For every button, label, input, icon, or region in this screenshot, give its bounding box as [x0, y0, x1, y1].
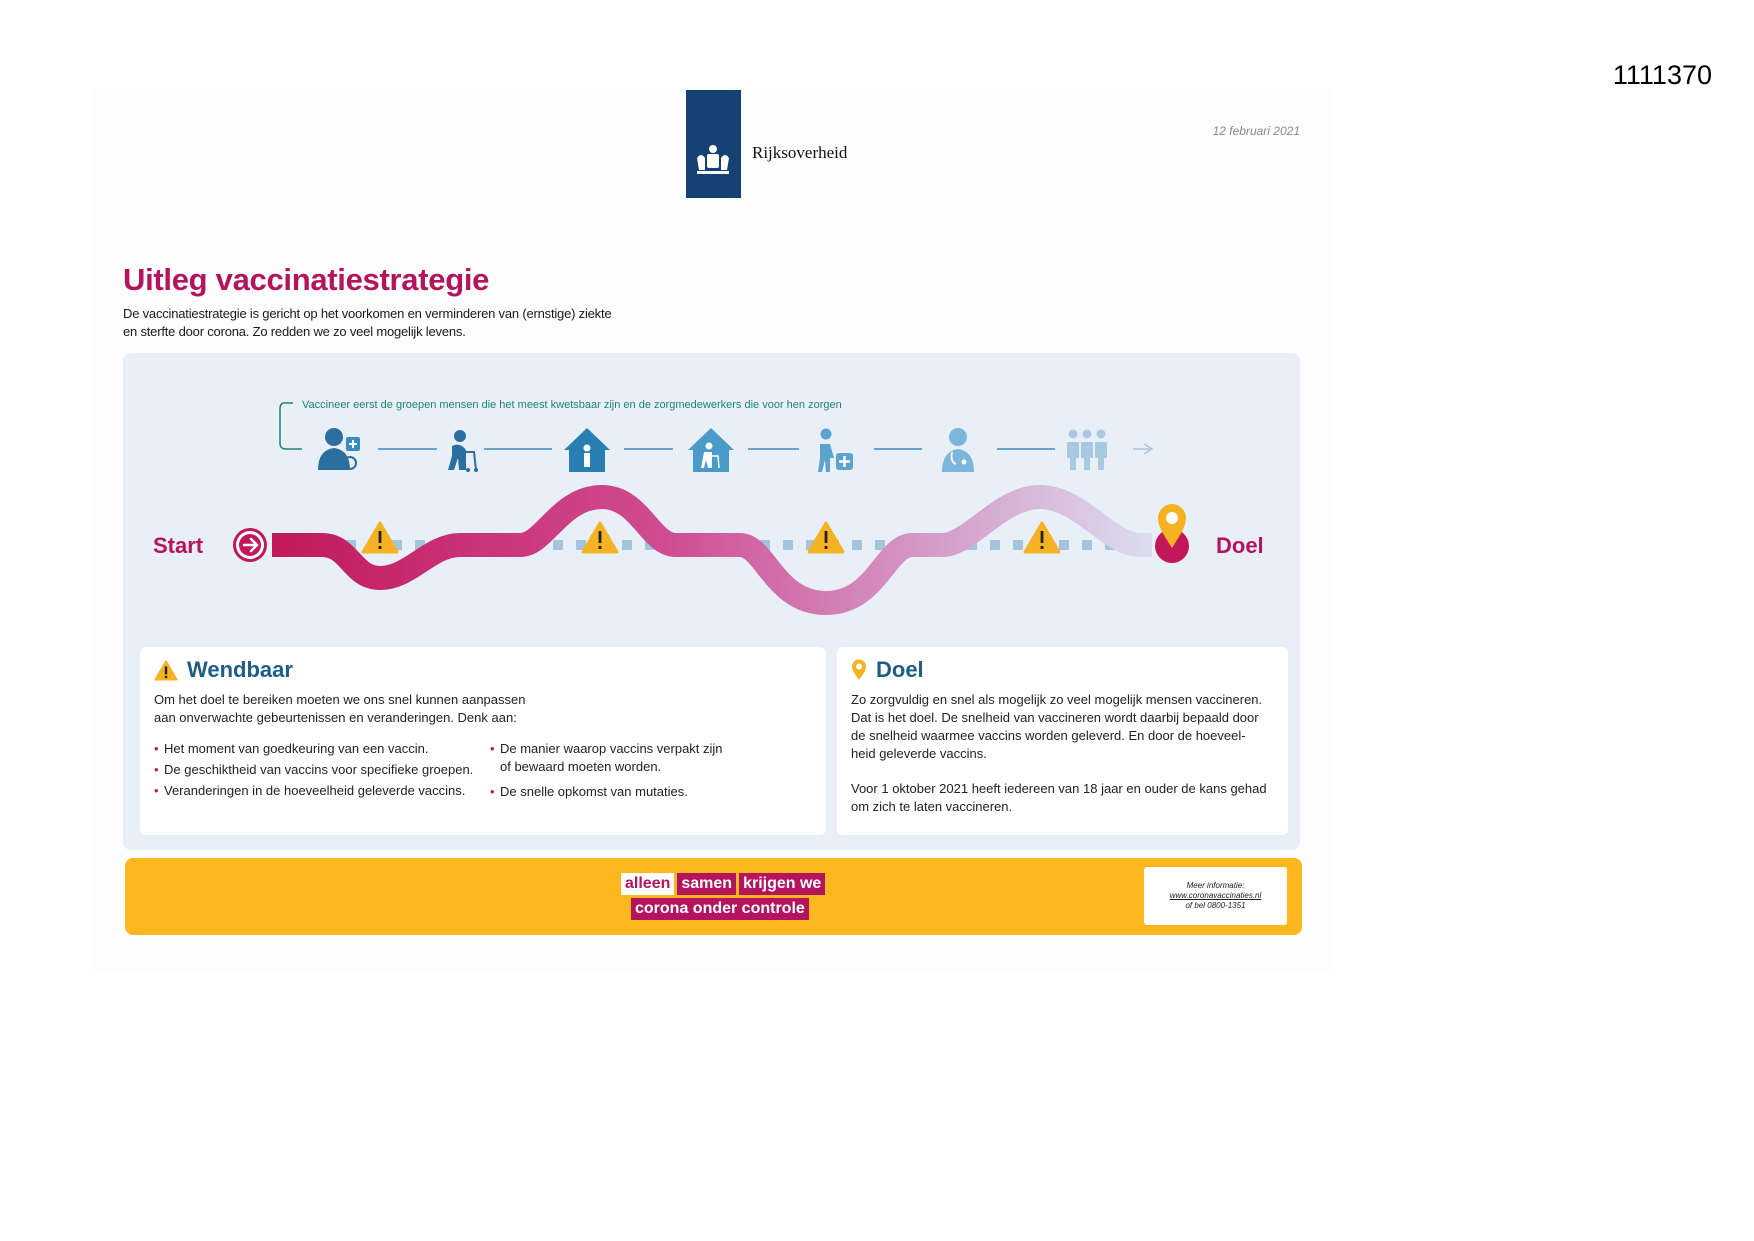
- doel-header: [851, 657, 924, 683]
- wendbaar-header: [154, 657, 293, 683]
- location-pin-icon: [851, 659, 867, 681]
- campaign-footer: [125, 858, 1302, 935]
- start-label: Start: [153, 533, 204, 558]
- warning-icon: [154, 660, 178, 681]
- population-group-icon: [1067, 430, 1107, 471]
- warning-icon: [363, 523, 397, 552]
- elderly-person-icon: [448, 430, 478, 472]
- doel-line: Dat is het doel. De snelheid van vaccineren wordt daarbij bepaald door: [851, 710, 1259, 725]
- wendbaar-bullets-left: [154, 740, 473, 800]
- warning-icon: [809, 523, 843, 552]
- doel-line: om zich te laten vaccineren.: [851, 799, 1013, 814]
- doel-line: Zo zorgvuldig en snel als mogelijk zo veel mogelijk mensen vaccineren.: [851, 692, 1263, 707]
- bullet-line: of bewaard moeten worden.: [500, 759, 662, 774]
- wendbaar-line: Om het doel te bereiken moeten we ons snel kunnen aanpassen: [154, 692, 526, 707]
- doctor-icon: [942, 428, 974, 472]
- info-url-link[interactable]: www.coronavaccinaties.nl: [1169, 891, 1262, 900]
- campaign-slogan: [621, 873, 825, 923]
- slogan-row: [621, 873, 825, 895]
- warning-icon: [1025, 523, 1059, 552]
- start-arrow-icon: [233, 528, 267, 562]
- intro-line: De vaccinatiestrategie is gericht op het voorkomen en verminderen van (ernstige) ziekte: [123, 306, 612, 321]
- logo-wordmark: Rijksoverheid: [752, 143, 848, 162]
- bullet-item: • De geschiktheid van vaccins voor specifieke groepen.: [154, 761, 473, 779]
- wendbaar-card: [140, 647, 826, 835]
- doel-title: Doel: [876, 657, 924, 682]
- elderly-home-icon: [688, 428, 734, 472]
- slogan-word: alleen: [621, 873, 674, 895]
- info-phone: of bel 0800-1351: [1185, 901, 1246, 910]
- doel-paragraph-1: [851, 691, 1262, 763]
- page-title: Uitleg vaccinatiestrategie: [123, 262, 490, 297]
- bullet-line: • De manier waarop vaccins verpakt zijn: [500, 741, 723, 756]
- bullet-item: [490, 740, 723, 776]
- more-info-box: [1144, 867, 1287, 925]
- doel-line: Voor 1 oktober 2021 heeft iedereen van 18 jaar en ouder de kans gehad: [851, 781, 1267, 796]
- slogan-row: [621, 898, 825, 920]
- goal-pin-icon: [1155, 504, 1189, 563]
- doel-card: [837, 647, 1288, 835]
- doel-line: de snelheid waarmee vaccins worden geleverd. En door de hoeveel-: [851, 728, 1246, 743]
- document-number: 1111370: [1612, 60, 1712, 90]
- wendbaar-title: Wendbaar: [187, 657, 293, 682]
- patient-icon: [818, 429, 853, 473]
- wendbaar-line: aan onverwachte gebeurtenissen en veranderingen. Denk aan:: [154, 710, 517, 725]
- bullet-item: • De snelle opkomst van mutaties.: [490, 783, 723, 801]
- caption-bracket: [280, 403, 302, 449]
- warning-icon: [583, 523, 617, 552]
- info-label: Meer informatie:: [1186, 881, 1245, 890]
- doel-line: heid geleverde vaccins.: [851, 746, 987, 761]
- wendbaar-bullets-right: [490, 740, 723, 801]
- slogan-word: krijgen we: [739, 873, 825, 895]
- doel-paragraph-2: [851, 780, 1267, 816]
- road-caption: Vaccineer eerst de groepen mensen die het meest kwetsbaar zijn en de zorgmedewerkers die voor hen zorgen: [302, 399, 842, 411]
- bullet-item: • Veranderingen in de hoeveelheid geleverde vaccins.: [154, 782, 473, 800]
- document-date: 12 februari 2021: [1212, 124, 1300, 138]
- care-worker-icon: [318, 428, 360, 470]
- goal-label: Doel: [1216, 533, 1264, 558]
- wendbaar-text: [154, 691, 525, 727]
- slogan-word: samen: [677, 873, 736, 895]
- bullet-item: • Het moment van goedkeuring van een vaccin.: [154, 740, 473, 758]
- slogan-phrase: corona onder controle: [631, 898, 809, 920]
- care-home-icon: [564, 428, 610, 472]
- intro-line: en sterfte door corona. Zo redden we zo veel mogelijk levens.: [123, 324, 466, 339]
